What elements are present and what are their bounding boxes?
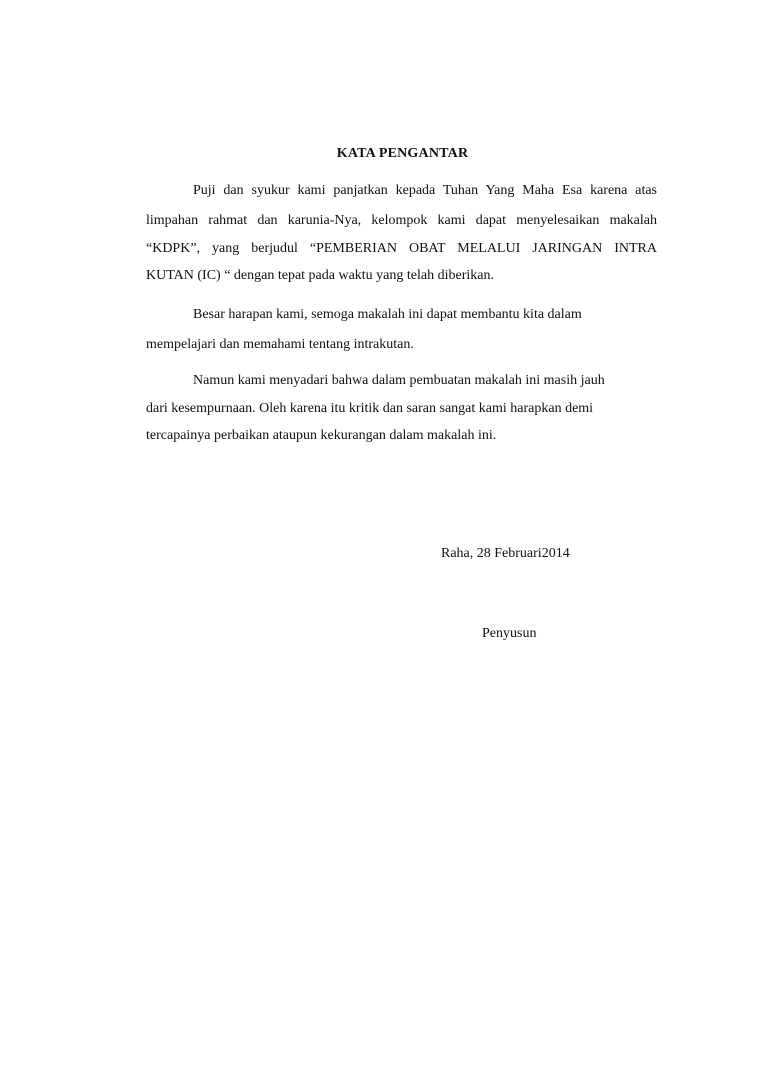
paragraph-1-line-1: Puji dan syukur kami panjatkan kepada Tuhan Yang Maha Esa karena atas [193,183,657,198]
paragraph-1-line-3: “KDPK”, yang berjudul “PEMBERIAN OBAT MELALUI JARINGAN INTRA [146,241,657,256]
paragraph-3-line-1: Namun kami menyadari bahwa dalam pembuatan makalah ini masih jauh [193,373,605,388]
paragraph-1-line-2: limpahan rahmat dan karunia-Nya, kelompok kami dapat menyelesaikan makalah [146,213,657,228]
paragraph-2-line-2: mempelajari dan memahami tentang intrakutan. [146,337,414,352]
place-date: Raha, 28 Februari2014 [441,546,570,561]
paragraph-2-line-1: Besar harapan kami, semoga makalah ini dapat membantu kita dalam [193,307,582,322]
paragraph-3-line-2: dari kesempurnaan. Oleh karena itu kritik dan saran sangat kami harapkan demi [146,401,594,416]
signer-label: Penyusun [482,626,537,641]
paragraph-3-line-3: tercapainya perbaikan ataupun kekurangan dalam makalah ini. [146,428,497,443]
paragraph-1-line-4: KUTAN (IC) “ dengan tepat pada waktu yang telah diberikan. [146,268,494,283]
page-title: KATA PENGANTAR [336,146,469,161]
